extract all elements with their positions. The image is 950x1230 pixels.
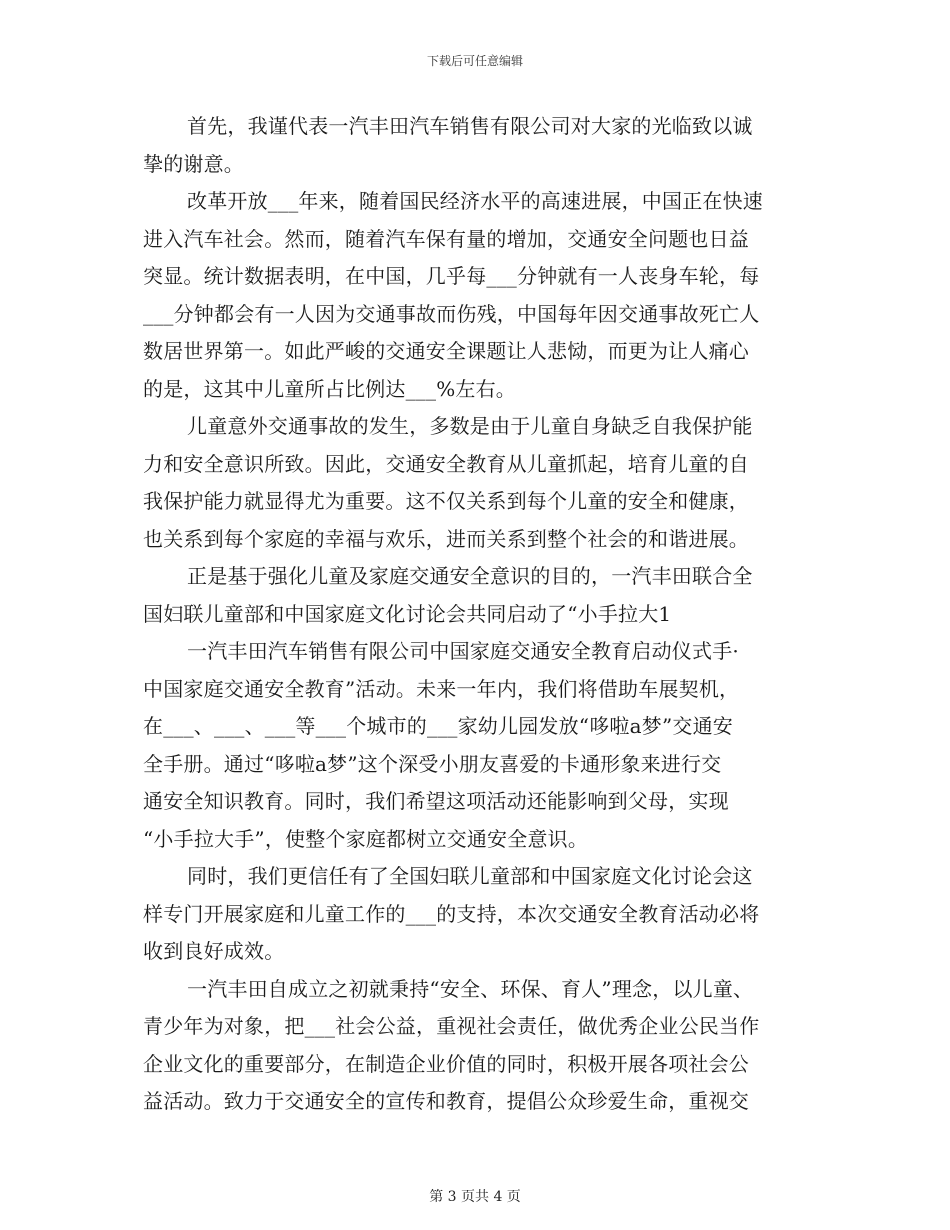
text-line: ___分钟都会有一人因为交通事故而伤残，中国每年因交通事故死亡人 — [143, 301, 760, 326]
text-line: 全手册。通过“哆啦a梦”这个深受小朋友喜爱的卡通形象来进行交 — [143, 751, 722, 776]
text-line: 收到良好成效。 — [143, 939, 285, 963]
text-line: “小手拉大手”，使整个家庭都树立交通安全意识。 — [143, 826, 589, 851]
text-line: 我保护能力就显得尤为重要。这不仅关系到每个儿童的安全和健康， — [143, 489, 749, 513]
text-line: 的是，这其中儿童所占比例达___%左右。 — [143, 376, 517, 401]
text-line: 青少年为对象，把___社会公益，重视社会责任，做优秀企业公民当作 — [143, 1014, 760, 1038]
page-header: 下载后可任意编辑 — [426, 54, 523, 68]
text-line: 中国家庭交通安全教育”活动。未来一年内，我们将借助车展契机， — [143, 676, 740, 701]
text-line: 改革开放___年来，随着国民经济水平的高速进展，中国正在快速 — [187, 189, 763, 213]
text-line: 首先，我谨代表一汽丰田汽车销售有限公司对大家的光临致以诚 — [187, 114, 753, 138]
text-line: 儿童意外交通事故的发生，多数是由于儿童自身缺乏自我保护能 — [187, 414, 753, 438]
text-line: 一汽丰田自成立之初就秉持“安全、环保、育人”理念，以儿童、 — [187, 976, 754, 1001]
text-line: 也关系到每个家庭的幸福与欢乐，进而关系到整个社会的和谐进展。 — [143, 526, 749, 551]
text-line: 一汽丰田汽车销售有限公司中国家庭交通安全教育启动仪式手· — [187, 639, 739, 663]
document-body — [143, 108, 815, 1121]
text-line: 同时，我们更信任有了全国妇联儿童部和中国家庭文化讨论会这 — [187, 864, 753, 888]
text-line: 国妇联儿童部和中国家庭文化讨论会共同启动了“小手拉大1 — [143, 601, 672, 626]
page-footer: 第 3 页共 4 页 — [429, 1189, 521, 1205]
text-line: 数居世界第一。如此严峻的交通安全课题让人悲恸，而更为让人痛心 — [143, 339, 749, 363]
text-line: 力和安全意识所致。因此，交通安全教育从儿童抓起，培育儿童的自 — [143, 451, 749, 476]
text-line: 挚的谢意。 — [143, 151, 244, 176]
text-line: 通安全知识教育。同时，我们希望这项活动还能影响到父母，实现 — [143, 789, 729, 813]
text-line: 益活动。致力于交通安全的宣传和教育，提倡公众珍爱生命，重视交 — [143, 1089, 749, 1113]
text-line: 样专门开展家庭和儿童工作的___的支持，本次交通安全教育活动必将 — [143, 901, 760, 926]
text-line: 正是基于强化儿童及家庭交通安全意识的目的，一汽丰田联合全 — [187, 564, 753, 588]
text-line: 进入汽车社会。然而，随着汽车保有量的增加，交通安全问题也日益 — [143, 226, 749, 251]
text-line: 突显。统计数据表明，在中国，几乎每___分钟就有一人丧身车轮，每 — [143, 264, 760, 288]
text-line: 企业文化的重要部分，在制造企业价值的同时，积极开展各项社会公 — [143, 1051, 749, 1076]
text-line: 在___、___、___等___个城市的___家幼儿园发放“哆啦a梦”交通安 — [143, 714, 733, 738]
